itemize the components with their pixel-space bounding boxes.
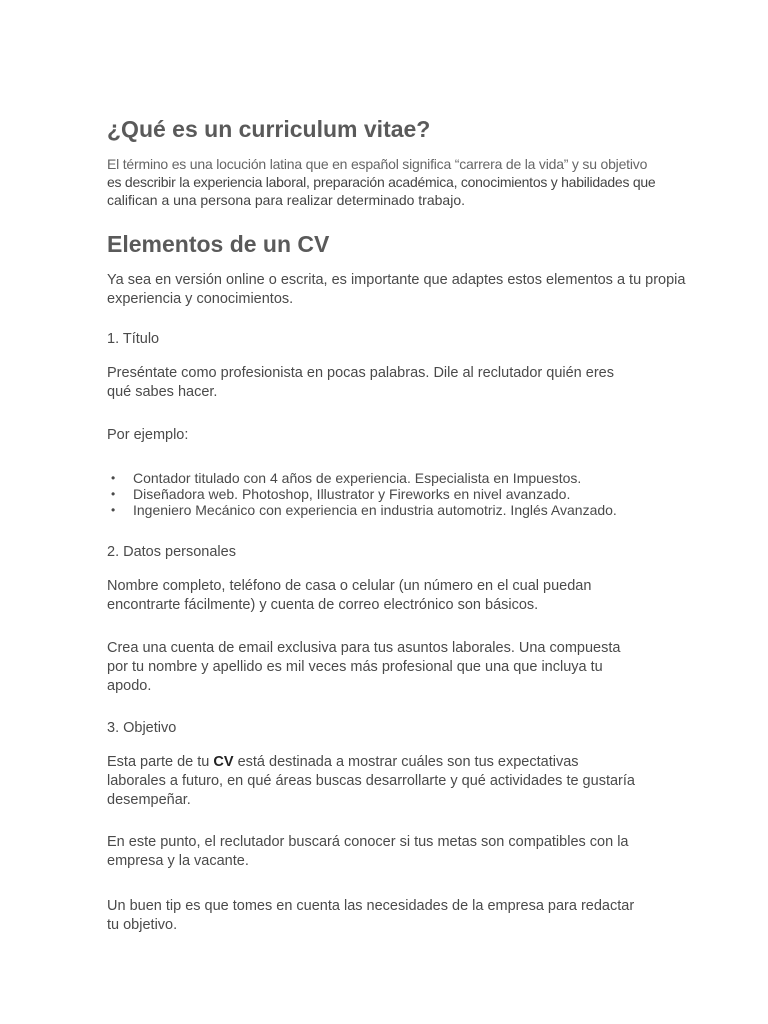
bullet-icon: • bbox=[111, 487, 116, 501]
cv-emphasis: CV bbox=[213, 754, 234, 770]
list-item bbox=[107, 470, 617, 486]
cv-definition-paragraph bbox=[107, 155, 667, 209]
subheading-titulo: 1. Título bbox=[107, 331, 160, 347]
text-line bbox=[107, 753, 667, 772]
bullet-icon: • bbox=[111, 471, 116, 485]
subheading-objetivo: 3. Objetivo bbox=[107, 720, 177, 736]
bullet-icon: • bbox=[111, 503, 116, 517]
datos-paragraph-1 bbox=[107, 577, 667, 615]
text-line: Nombre completo, teléfono de casa o celular (un número en el cual puedan bbox=[107, 578, 592, 594]
text-line: desempeñar. bbox=[107, 792, 191, 808]
list-item-text: Ingeniero Mecánico con experiencia en industria automotriz. Inglés Avanzado. bbox=[133, 502, 617, 518]
text-line: Un buen tip es que tomes en cuenta las necesidades de la empresa para redactar bbox=[107, 898, 635, 914]
text-fragment: Esta parte de tu bbox=[107, 754, 214, 770]
text-line: En este punto, el reclutador buscará conocer si tus metas son compatibles con la bbox=[107, 834, 629, 850]
titulo-paragraph bbox=[107, 364, 667, 402]
text-line: encontrarte fácilmente) y cuenta de correo electrónico son básicos. bbox=[107, 597, 539, 613]
text-line: qué sabes hacer. bbox=[107, 384, 218, 400]
text-line: califican a una persona para realizar determinado trabajo. bbox=[107, 192, 465, 208]
elements-intro-paragraph bbox=[107, 271, 686, 309]
objetivo-paragraph-1 bbox=[107, 753, 667, 810]
text-line: es describir la experiencia laboral, preparación académica, conocimientos y habilidades que bbox=[107, 174, 656, 190]
section-title-cv: ¿Qué es un curriculum vitae? bbox=[107, 116, 431, 142]
text-line: empresa y la vacante. bbox=[107, 853, 249, 869]
list-item bbox=[107, 502, 617, 518]
text-line: Preséntate como profesionista en pocas palabras. Dile al reclutador quién eres bbox=[107, 365, 614, 381]
text-line: experiencia y conocimientos. bbox=[107, 291, 294, 307]
text-line: por tu nombre y apellido es mil veces más profesional que una que incluya tu bbox=[107, 659, 603, 675]
subheading-datos: 2. Datos personales bbox=[107, 544, 236, 560]
objetivo-paragraph-3 bbox=[107, 897, 667, 935]
objetivo-paragraph-2 bbox=[107, 833, 667, 871]
text-line: El término es una locución latina que en español significa “carrera de la vida” y su objetivo bbox=[107, 156, 648, 172]
section-title-elements: Elementos de un CV bbox=[107, 231, 330, 257]
text-line: apodo. bbox=[107, 678, 152, 694]
list-item-text: Diseñadora web. Photoshop, Illustrator y Fireworks en nivel avanzado. bbox=[133, 486, 571, 502]
text-fragment: está destinada a mostrar cuáles son tus expectativas bbox=[233, 754, 579, 770]
list-item-text: Contador titulado con 4 años de experiencia. Especialista en Impuestos. bbox=[133, 470, 582, 486]
example-label: Por ejemplo: bbox=[107, 427, 189, 443]
datos-paragraph-2 bbox=[107, 639, 667, 696]
list-item bbox=[107, 486, 617, 502]
text-line: laborales a futuro, en qué áreas buscas desarrollarte y qué actividades te gustaría bbox=[107, 773, 635, 789]
text-line: tu objetivo. bbox=[107, 917, 178, 933]
text-line: Crea una cuenta de email exclusiva para tus asuntos laborales. Una compuesta bbox=[107, 640, 621, 656]
examples-list bbox=[107, 470, 617, 518]
text-line: Ya sea en versión online o escrita, es importante que adaptes estos elementos a tu propia bbox=[107, 272, 686, 288]
